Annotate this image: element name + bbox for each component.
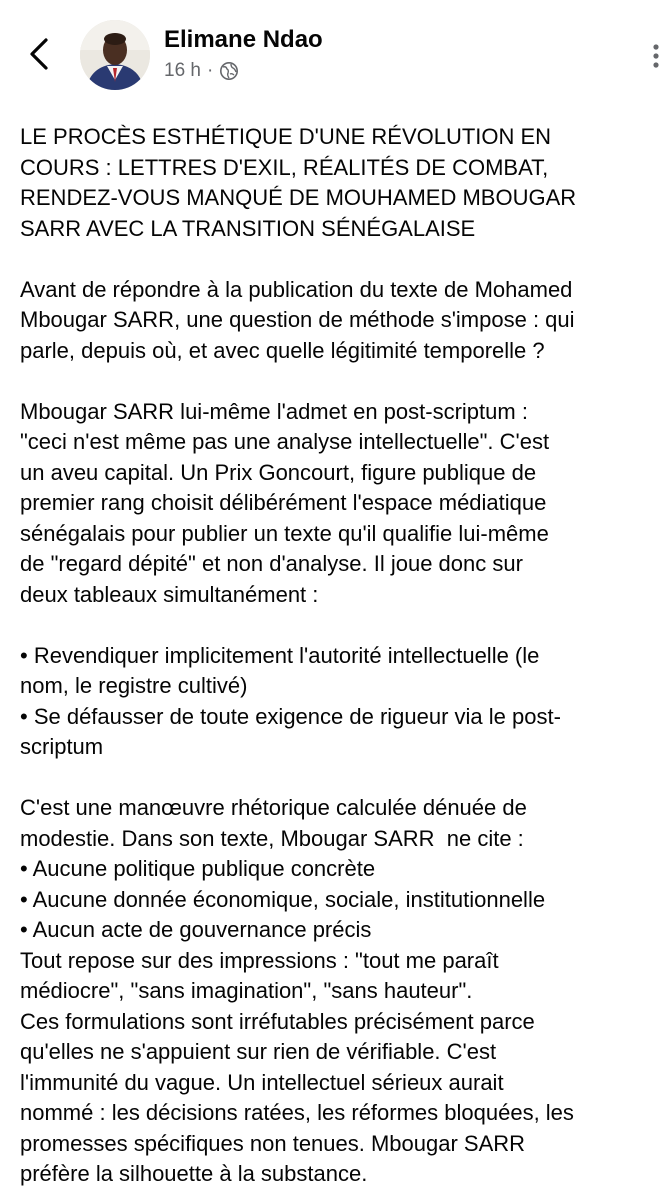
bullet-line: • Aucune donnée économique, sociale, institutionnelle	[20, 886, 546, 912]
globe-icon	[219, 61, 239, 81]
post-title-line: COURS : LETTRES D'EXIL, RÉALITÉS DE COMBAT,	[20, 154, 549, 180]
paragraph-line: C'est une manœuvre rhétorique calculée dénuée de	[20, 795, 527, 820]
post-title-line: SARR AVEC LA TRANSITION SÉNÉGALAISE	[20, 215, 476, 241]
paragraph-line: nommé : les décisions ratées, les réformes bloquées, les	[20, 1100, 574, 1125]
paragraph-line: parle, depuis où, et avec quelle légitimité temporelle ?	[20, 337, 545, 363]
bullet-line: nom, le registre cultivé)	[20, 673, 248, 698]
paragraph-gap	[20, 763, 666, 794]
paragraph-gap	[20, 610, 666, 641]
paragraph-line: "ceci n'est même pas une analyse intellectuelle". C'est	[20, 429, 550, 454]
author-name[interactable]: Elimane Ndao	[164, 26, 323, 53]
bullet-line: • Revendiquer implicitement l'autorité intellectuelle (le	[20, 642, 540, 668]
timestamp[interactable]: 16 h	[164, 60, 201, 81]
paragraph-line: deux tableaux simultanément :	[20, 581, 319, 607]
more-dots-icon	[646, 36, 666, 76]
paragraph-line: un aveu capital. Un Prix Goncourt, figure publique de	[20, 459, 537, 485]
meta-separator: ·	[206, 60, 214, 81]
paragraph-line: médiocre", "sans imagination", "sans hauteur".	[20, 978, 473, 1003]
post-meta	[164, 60, 239, 82]
post-title-line: RENDEZ-VOUS MANQUÉ DE MOUHAMED MBOUGAR	[20, 185, 577, 210]
post-text	[20, 122, 666, 1190]
paragraph-line: qu'elles ne s'appuient sur rien de vérifiable. C'est	[20, 1039, 497, 1064]
paragraph-line: Ces formulations sont irréfutables précisément parce	[20, 1008, 535, 1034]
paragraph-line: Mbougar SARR, une question de méthode s'impose : qui	[20, 307, 575, 332]
profile-photo	[80, 20, 150, 90]
bullet-line: • Se défausser de toute exigence de rigueur via le post-	[20, 703, 561, 729]
paragraph-line: Avant de répondre à la publication du texte de Mohamed	[20, 276, 573, 302]
paragraph-line: sénégalais pour publier un texte qu'il qualifie lui-même	[20, 520, 549, 546]
paragraph-gap	[20, 366, 666, 397]
paragraph-line: modestie. Dans son texte, Mbougar SARR ne cite :	[20, 825, 524, 851]
paragraph-line: de "regard dépité" et non d'analyse. Il joue donc sur	[20, 551, 523, 576]
paragraph-gap	[20, 244, 666, 275]
back-button[interactable]	[22, 30, 58, 78]
paragraph-line: Mbougar SARR lui-même l'admet en post-scriptum :	[20, 398, 528, 424]
paragraph-line: l'immunité du vague. Un intellectuel sérieux aurait	[20, 1069, 504, 1095]
paragraph-line: promesses spécifiques non tenues. Mbougar SARR	[20, 1130, 526, 1156]
more-options-button[interactable]	[646, 36, 666, 76]
post-title-line: LE PROCÈS ESTHÉTIQUE D'UNE RÉVOLUTION EN	[20, 124, 552, 149]
paragraph-line: premier rang choisit délibérément l'espace médiatique	[20, 490, 547, 515]
paragraph-line: Tout repose sur des impressions : "tout me paraît	[20, 947, 499, 973]
bullet-line: • Aucune politique publique concrète	[20, 856, 376, 881]
bullet-line: • Aucun acte de gouvernance précis	[20, 917, 372, 942]
bullet-line: scriptum	[20, 734, 104, 759]
paragraph-line: préfère la silhouette à la substance.	[20, 1161, 368, 1186]
post-header	[0, 0, 666, 110]
avatar[interactable]	[80, 20, 150, 90]
chevron-left-icon	[22, 30, 58, 78]
